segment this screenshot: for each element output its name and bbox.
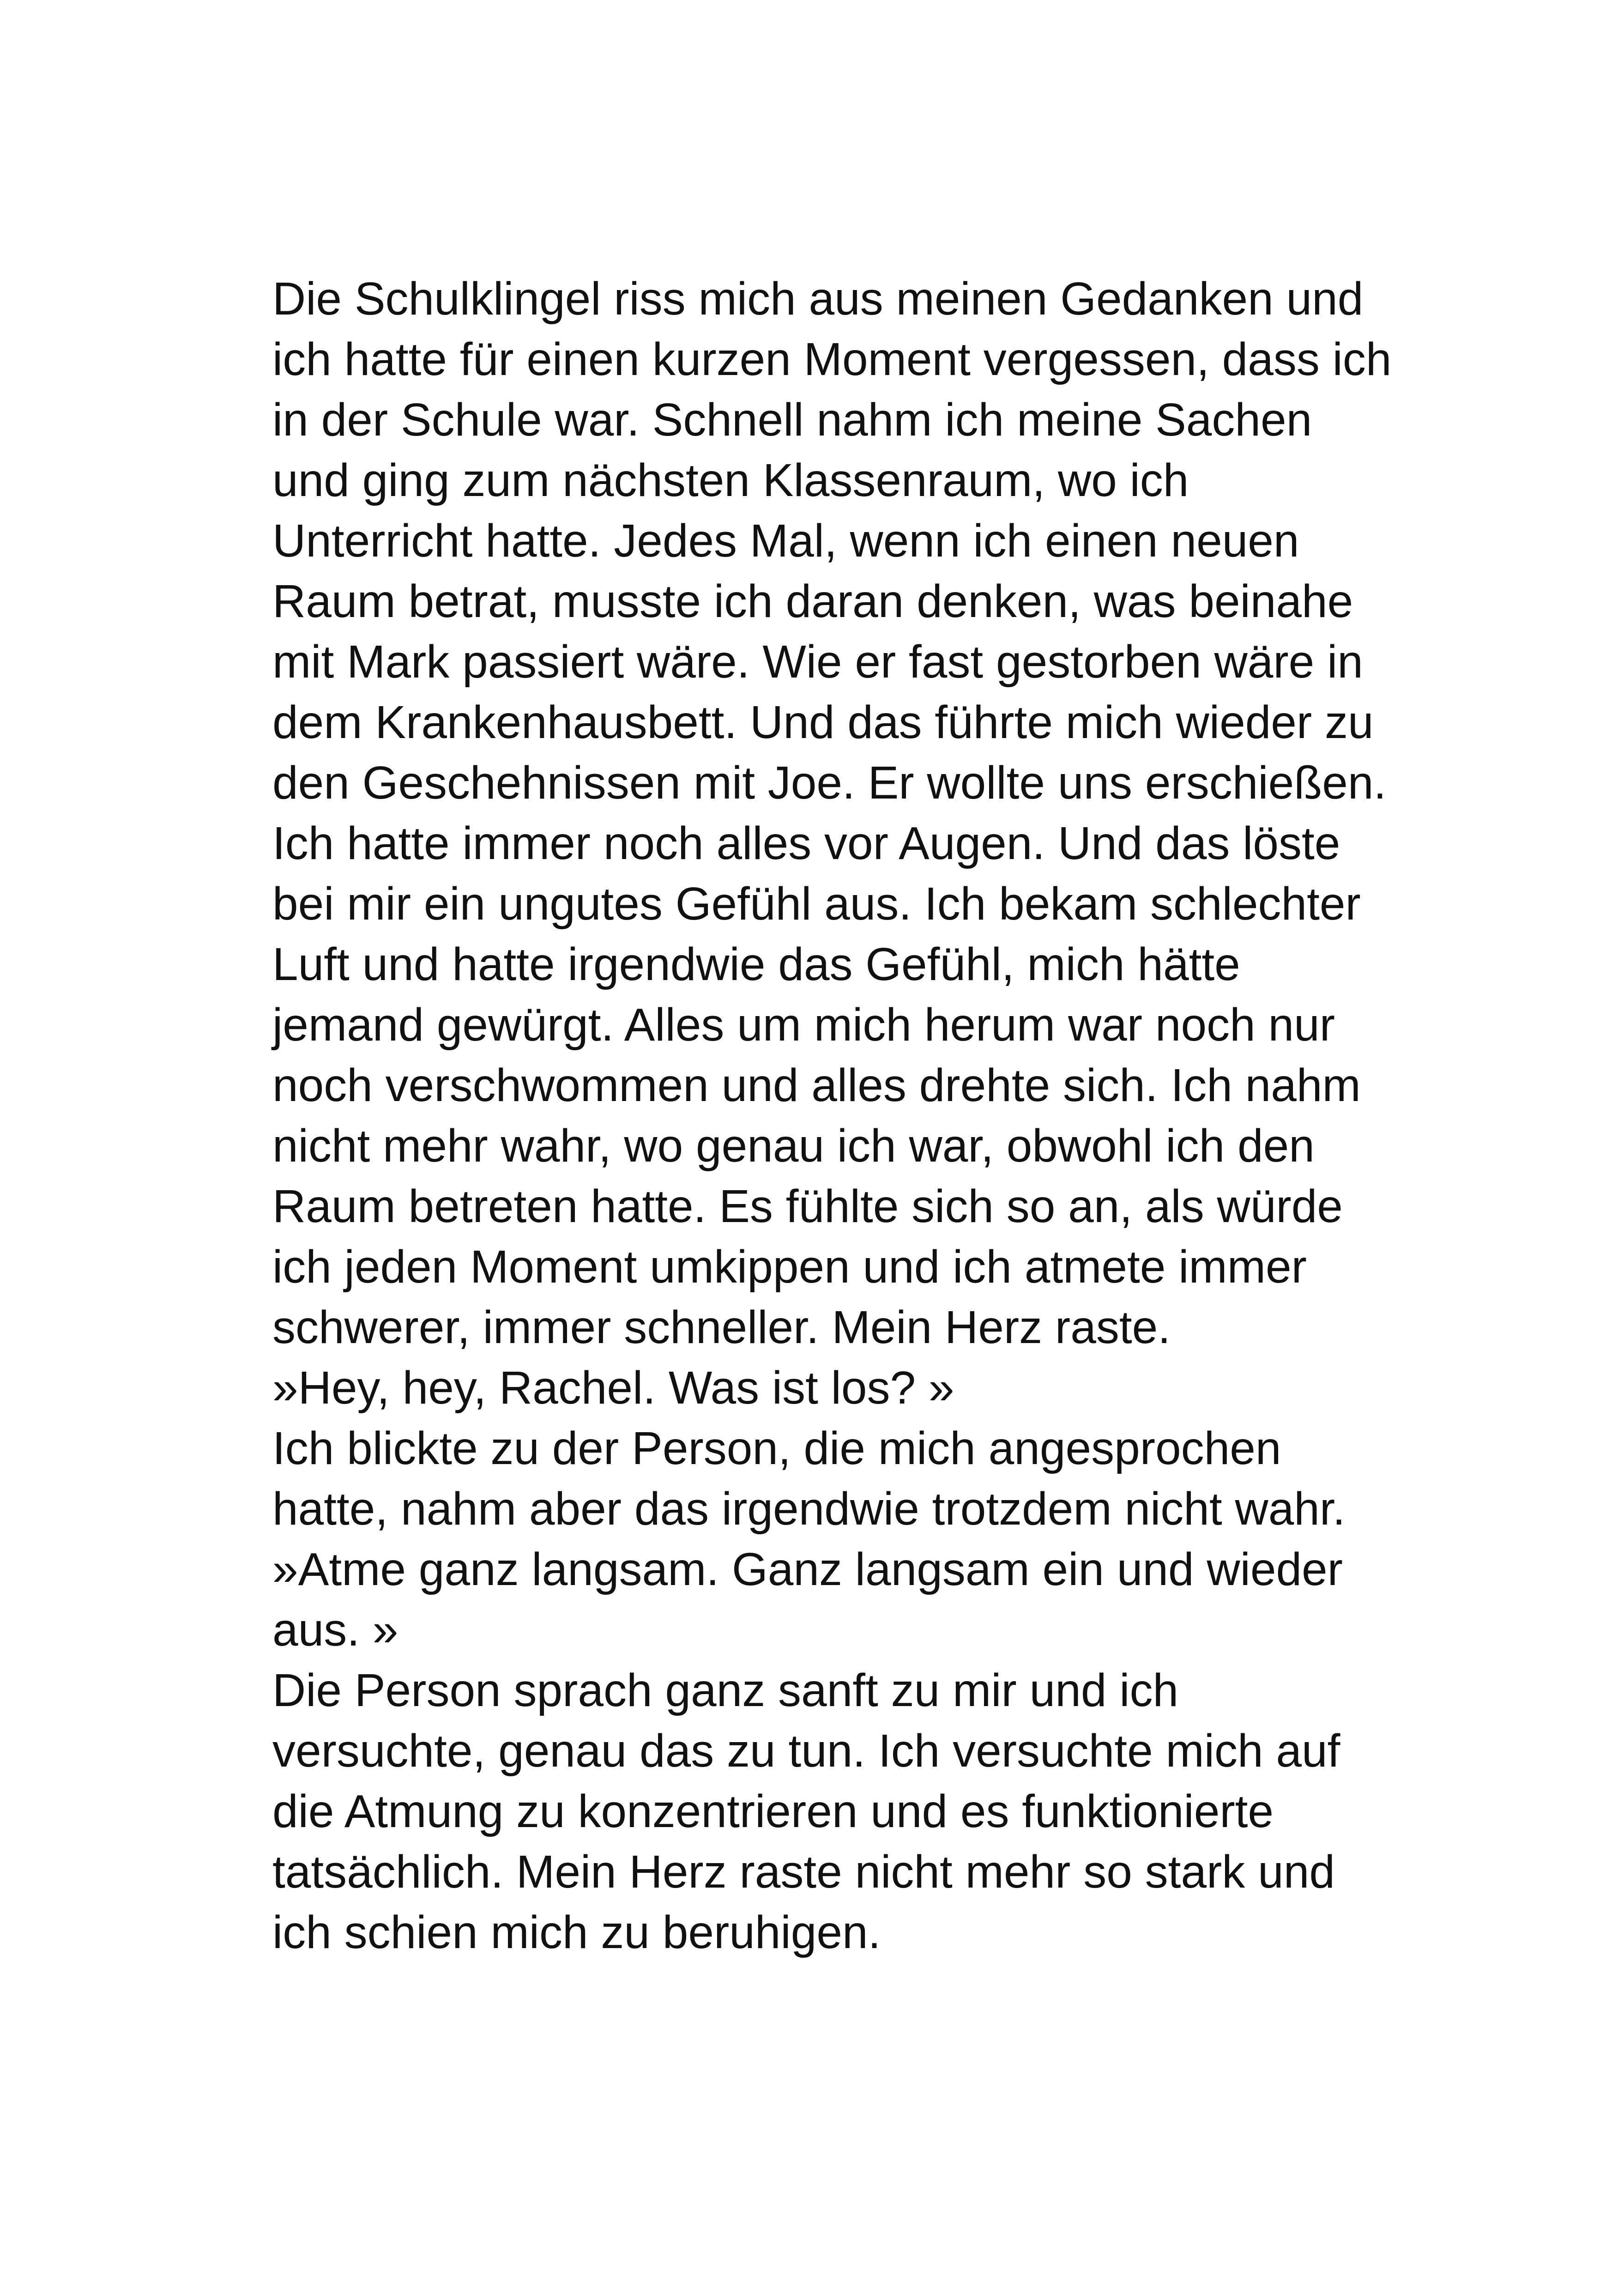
text-line: Ich hatte immer noch alles vor Augen. Und das löste bbox=[272, 817, 1340, 869]
text-line: ich schien mich zu beruhigen. bbox=[272, 1907, 881, 1958]
text-line: Luft und hatte irgendwie das Gefühl, mich hätte bbox=[272, 938, 1240, 990]
text-line: mit Mark passiert wäre. Wie er fast gestorben wäre in bbox=[272, 636, 1363, 688]
text-line: »Atme ganz langsam. Ganz langsam ein und wieder bbox=[272, 1543, 1343, 1595]
text-line: nicht mehr wahr, wo genau ich war, obwohl ich den bbox=[272, 1120, 1315, 1172]
text-line: hatte, nahm aber das irgendwie trotzdem nicht wahr. bbox=[272, 1483, 1346, 1535]
text-line: Ich blickte zu der Person, die mich angesprochen bbox=[272, 1422, 1281, 1474]
text-line: dem Krankenhausbett. Und das führte mich wieder zu bbox=[272, 696, 1374, 748]
text-line: jemand gewürgt. Alles um mich herum war noch nur bbox=[272, 999, 1335, 1051]
text-line: tatsächlich. Mein Herz raste nicht mehr so stark und bbox=[272, 1846, 1335, 1898]
text-line: und ging zum nächsten Klassenraum, wo ich bbox=[272, 454, 1189, 506]
text-line: Raum betreten hatte. Es fühlte sich so an, als würde bbox=[272, 1180, 1343, 1232]
body-text bbox=[272, 269, 1418, 1963]
text-line: aus. » bbox=[272, 1604, 398, 1656]
text-line: ich hatte für einen kurzen Moment vergessen, dass ich bbox=[272, 333, 1392, 385]
text-line: die Atmung zu konzentrieren und es funktionierte bbox=[272, 1786, 1274, 1837]
text-line: in der Schule war. Schnell nahm ich meine Sachen bbox=[272, 394, 1312, 446]
text-line: ich jeden Moment umkippen und ich atmete immer bbox=[272, 1241, 1307, 1293]
text-line: Die Person sprach ganz sanft zu mir und ich bbox=[272, 1665, 1179, 1716]
text-line: den Geschehnissen mit Joe. Er wollte uns erschießen. bbox=[272, 757, 1387, 809]
text-line: bei mir ein ungutes Gefühl aus. Ich bekam schlechter bbox=[272, 878, 1361, 930]
text-line: versuchte, genau das zu tun. Ich versuchte mich auf bbox=[272, 1725, 1340, 1777]
text-line: Raum betrat, musste ich daran denken, was beinahe bbox=[272, 575, 1353, 627]
text-line: noch verschwommen und alles drehte sich. Ich nahm bbox=[272, 1059, 1361, 1111]
text-line: Unterricht hatte. Jedes Mal, wenn ich einen neuen bbox=[272, 515, 1299, 567]
text-line: schwerer, immer schneller. Mein Herz raste. bbox=[272, 1301, 1171, 1353]
text-line: Die Schulklingel riss mich aus meinen Gedanken und bbox=[272, 273, 1364, 325]
text-line: »Hey, hey, Rachel. Was ist los? » bbox=[272, 1362, 954, 1414]
